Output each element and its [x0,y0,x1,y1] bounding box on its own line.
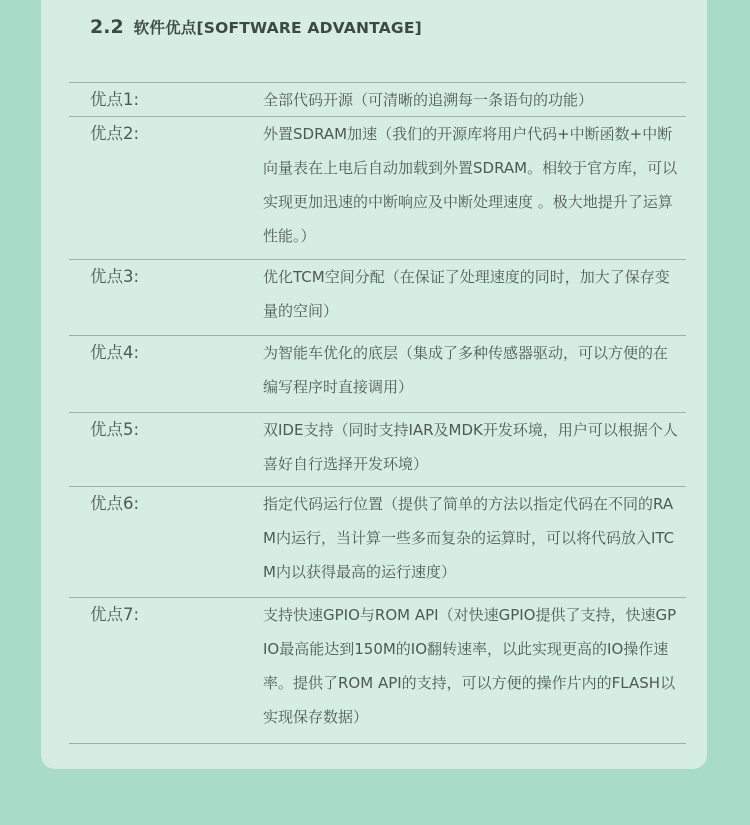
advantage-row-2 [69,117,686,260]
advantage-text: 为智能车优化的底层（集成了多种传感器驱动，可以方便的在编写程序时直接调用） [263,344,669,396]
advantage-label: 优点7: [90,605,140,624]
advantage-text: 优化TCM空间分配（在保证了处理速度的同时，加大了保存变量的空间） [263,268,670,320]
advantage-row-4 [69,336,686,413]
advantage-row-6 [69,487,686,598]
advantage-row-3 [69,260,686,336]
advantage-label: 优点6: [90,494,140,513]
advantage-label: 优点4: [90,343,140,362]
advantage-label: 优点3: [90,267,140,286]
advantage-text: 外置SDRAM加速（我们的开源库将用户代码+中断函数+中断向量表在上电后自动加载到外置SDRAM。相较于官方库，可以实现更加迅速的中断响应及中断处理速度 。极大地提升了运算性能。） [263,125,678,245]
advantage-label: 优点5: [90,420,140,439]
advantage-row-5 [69,413,686,487]
section-title: 软件优点[SOFTWARE ADVANTAGE] [133,19,422,37]
advantage-text: 支持快速GPIO与ROM API（对快速GPIO提供了支持，快速GPIO最高能达到150M的IO翻转速率，以此实现更高的IO操作速率。提供了ROM API的支持，可以方便的操作片内的FLASH以实现保存数据） [263,606,677,726]
advantage-label: 优点1: [90,90,140,109]
advantage-text: 全部代码开源（可清晰的追溯每一条语句的功能） [263,91,594,109]
section-number: 2.2 [90,16,124,38]
advantage-row-7 [69,598,686,744]
advantage-label: 优点2: [90,124,140,143]
advantage-text: 指定代码运行位置（提供了简单的方法以指定代码在不同的RAM内运行，当计算一些多而复杂的运算时，可以将代码放入ITCM内以获得最高的运行速度） [263,495,675,581]
advantage-text: 双IDE支持（同时支持IAR及MDK开发环境，用户可以根据个人喜好自行选择开发环境） [263,421,678,473]
section-heading [90,16,422,46]
advantage-row-1 [69,83,686,117]
advantages-table [69,82,686,744]
